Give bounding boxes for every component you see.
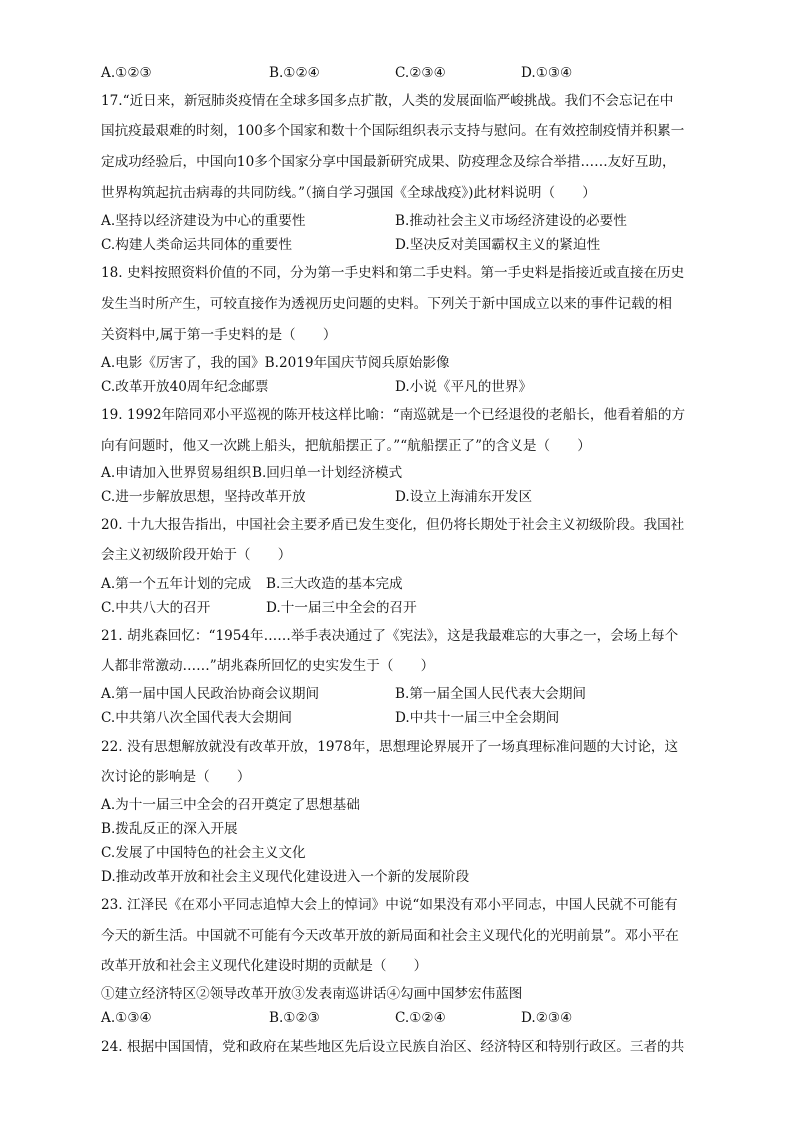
q23-option-c[interactable]: C.①②④ <box>395 1010 446 1026</box>
q21-stem-line: 21. 胡兆森回忆：“1954年……举手表决通过了《宪法》，这是我最难忘的大事之一，会场上每个 <box>101 628 679 644</box>
q17-option-c[interactable]: C.构建人类命运共同体的重要性 <box>101 237 292 253</box>
q23-stem-line: 改革开放和社会主义现代化建设时期的贡献是（ ） <box>101 958 428 974</box>
q17-stem-line: 国抗疫最艰难的时刻，100多个国家和数十个国际组织表示支持与慰问。在有效控制疫情并积累一 <box>101 123 685 139</box>
q18-option-ab[interactable]: A.电影《厉害了，我的国》B.2019年国庆节阅兵原始影像 <box>101 355 450 371</box>
q16-option-c[interactable]: C.②③④ <box>395 65 446 81</box>
q19-option-d[interactable]: D.设立上海浦东开发区 <box>395 489 533 505</box>
q19-stem-line: 19. 1992年陪同邓小平巡视的陈开枝这样比喻：“南巡就是一个已经退役的老船长，他看着船的方 <box>101 407 686 423</box>
q19-option-a[interactable]: A.申请加入世界贸易组织 <box>101 465 252 481</box>
q23-option-a[interactable]: A.①③④ <box>101 1010 152 1026</box>
q20-stem-line: 会主义初级阶段开始于（ ） <box>101 547 292 563</box>
q17-option-a[interactable]: A.坚持以经济建设为中心的重要性 <box>101 213 306 229</box>
q23-option-d[interactable]: D.②③④ <box>521 1010 573 1026</box>
q18-stem-line: 关资料中,属于第一手史料的是（ ） <box>101 327 337 343</box>
q18-option-d[interactable]: D.小说《平凡的世界》 <box>395 379 533 395</box>
q21-stem-line: 人都非常激动……”胡兆森所回忆的史实发生于（ ） <box>101 658 435 674</box>
q19-stem-line: 向有问题时，他又一次跳上船头，把航船摆正了。”“航船摆正了”的含义是（ ） <box>101 438 591 454</box>
q17-stem-line: 17.“近日来，新冠肺炎疫情在全球多国多点扩散，人类的发展面临严峻挑战。我们不会忘记在中 <box>101 93 674 109</box>
q19-option-b[interactable]: B.回归单一计划经济模式 <box>252 465 403 481</box>
q20-option-b[interactable]: B.三大改造的基本完成 <box>266 576 403 592</box>
q22-stem-line: 22. 没有思想解放就没有改革开放，1978年，思想理论界展开了一场真理标准问题的大讨论，这 <box>101 739 679 755</box>
q16-option-b[interactable]: B.①②④ <box>269 65 320 81</box>
q22-option-d[interactable]: D.推动改革开放和社会主义现代化建设进入一个新的发展阶段 <box>101 869 470 885</box>
q18-option-c[interactable]: C.改革开放40周年纪念邮票 <box>101 379 269 395</box>
q22-option-b[interactable]: B.拨乱反正的深入开展 <box>101 821 238 837</box>
q22-option-c[interactable]: C.发展了中国特色的社会主义文化 <box>101 845 306 861</box>
q16-option-d[interactable]: D.①③④ <box>521 65 573 81</box>
q20-stem-line: 20. 十九大报告指出，中国社会主要矛盾已发生变化，但仍将长期处于社会主义初级阶段。我国社 <box>101 517 685 533</box>
q20-option-c[interactable]: C.中共八大的召开 <box>101 600 211 616</box>
q22-option-a[interactable]: A.为十一届三中全会的召开奠定了思想基础 <box>101 797 360 813</box>
q18-stem-line: 18. 史料按照资料价值的不同，分为第一手史料和第二手史料。第一手史料是指接近或直接在历史 <box>101 265 685 281</box>
q17-option-d[interactable]: D.坚决反对美国霸权主义的紧迫性 <box>395 237 601 253</box>
q22-stem-line: 次讨论的影响是（ ） <box>101 769 251 785</box>
q23-stem-line: 今天的新生活。中国就不可能有今天改革开放的新局面和社会主义现代化的光明前景”。邓小平在 <box>101 928 679 944</box>
q21-option-c[interactable]: C.中共第八次全国代表大会期间 <box>101 710 292 726</box>
q20-option-d[interactable]: D.十一届三中全会的召开 <box>266 600 417 616</box>
q17-stem-line: 定成功经验后，中国向10多个国家分享中国最新研究成果、防疫理念及综合举措……友好互助， <box>101 154 676 170</box>
q23-option-b[interactable]: B.①②③ <box>269 1010 320 1026</box>
q24-stem-line: 24. 根据中国国情，党和政府在某些地区先后设立民族自治区、经济特区和特别行政区。三者的共 <box>101 1039 685 1055</box>
q21-option-d[interactable]: D.中共十一届三中全会期间 <box>395 710 560 726</box>
q23-stem-line: 23. 江泽民《在邓小平同志追悼大会上的悼词》中说“如果没有邓小平同志，中国人民就不可能有 <box>101 897 678 913</box>
q21-option-a[interactable]: A.第一届中国人民政治协商会议期间 <box>101 686 320 702</box>
q17-stem-line: 世界构筑起抗击病毒的共同防线。”（摘自学习强国《全球战疫》)此材料说明（ ） <box>101 185 596 201</box>
q20-option-a[interactable]: A.第一个五年计划的完成 <box>101 576 252 592</box>
q19-option-c[interactable]: C.进一步解放思想，坚持改革开放 <box>101 489 306 505</box>
q23-statement-list: ①建立经济特区②领导改革开放③发表南巡讲话④勾画中国梦宏伟蓝图 <box>101 986 523 1002</box>
q16-option-a[interactable]: A.①②③ <box>101 65 152 81</box>
q17-option-b[interactable]: B.推动社会主义市场经济建设的必要性 <box>395 213 627 229</box>
q21-option-b[interactable]: B.第一届全国人民代表大会期间 <box>395 686 587 702</box>
q18-stem-line: 发生当时所产生，可较直接作为透视历史问题的史料。下列关于新中国成立以来的事件记载的相 <box>101 296 672 312</box>
